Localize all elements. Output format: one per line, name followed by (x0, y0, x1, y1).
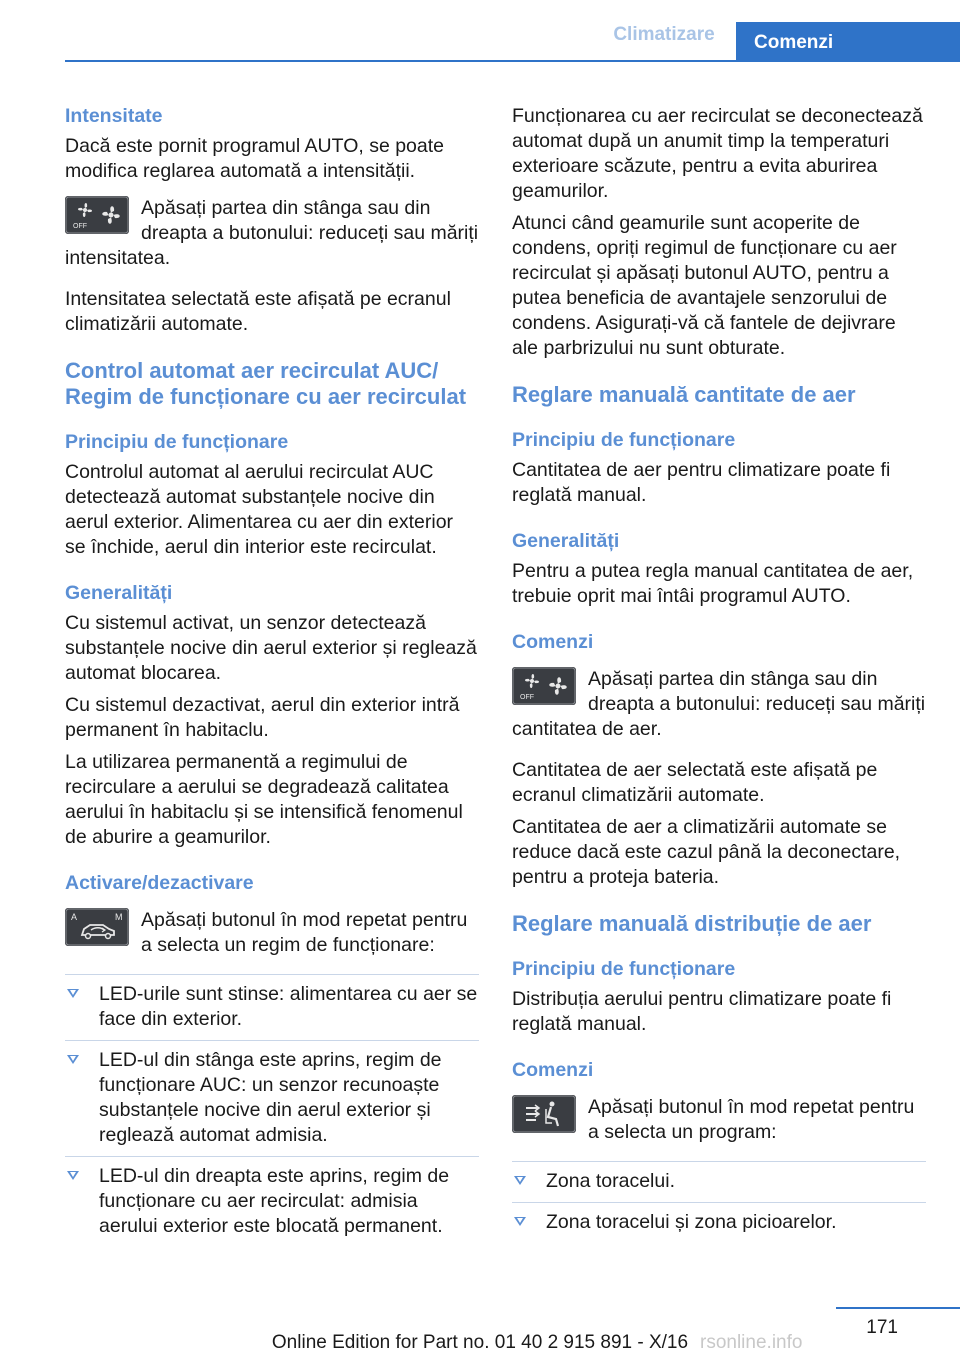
generalitati-paragraph-1: Cu sistemul activat, un senzor detectează substanțele nocive din aerul exterior și reglează automat blocarea. (65, 612, 477, 684)
cant-paragraph-2: Cantitatea de aer a climatizării automate se reduce dacă este cazul până la deconectare, pentru a proteja bateria. (512, 816, 901, 888)
triangle-bullet-icon (514, 1176, 526, 1185)
fan-button-icon (512, 667, 576, 705)
car-recirculation-icon (65, 908, 129, 946)
generalitati-paragraph-2: Cu sistemul dezactivat, aerul din exterior intră permanent în habitaclu. (65, 694, 460, 741)
fan-button-icon (65, 196, 129, 234)
generalitati-title: Generalități (65, 582, 173, 604)
header-tab (736, 22, 960, 62)
list-item: Zona toracelui. (512, 1161, 926, 1202)
header-section-label: Climatizare (613, 24, 715, 45)
auc-m-label: M (115, 912, 123, 922)
watermark: rsonline.info (700, 1332, 803, 1353)
activare-title: Activare/dezactivare (65, 872, 254, 894)
list-item: LED-ul din dreapta este aprins, regim de funcționare cu aer recirculat: admisia aerului exterior este blocată permanent. (65, 1156, 479, 1247)
footer-rule (836, 1307, 960, 1309)
activare-icon-paragraph (65, 908, 479, 958)
left-column (65, 104, 479, 1247)
dist-list (512, 1161, 926, 1243)
cant-icon-paragraph (512, 667, 926, 742)
header-tab-label: Comenzi (754, 32, 834, 53)
cant-icon-text: Apăsați partea din stânga sau din dreapta a butonului: reduceți sau măriți cantitatea de aer. (512, 668, 926, 740)
auc-heading: Control automat aer recirculat AUC/ Regim de funcționare cu aer recirculat (65, 358, 467, 409)
triangle-bullet-icon (514, 1217, 526, 1226)
dist-icon-paragraph (512, 1095, 926, 1145)
dist-icon-text: Apăsați butonul în mod repetat pentru a selecta un program: (588, 1096, 915, 1143)
principiu-paragraph: Controlul automat al aerului recirculat AUC detectează automat substanțele nocive din aerul exterior. Alimentarea cu aer din exterior se închide, aerul din interior este recirculat. (65, 461, 454, 558)
list-item: LED-ul din stânga este aprins, regim de funcționare AUC: un senzor recunoaște substanțele nocive din aerul exterior și reglează automat admisia. (65, 1040, 479, 1156)
page-number: 171 (866, 1317, 898, 1338)
activare-icon-text: Apăsați butonul în mod repetat pentru a selecta un regim de funcționare: (141, 909, 468, 956)
principiu-title: Principiu de funcționare (65, 431, 289, 453)
intensitate-paragraph-2: Intensitatea selectată este afișată pe ecranul climatizării automate. (65, 288, 451, 335)
cant-paragraph-1: Cantitatea de aer selectată este afișată pe ecranul climatizării automate. (512, 759, 878, 806)
fan-off-label: OFF (520, 694, 534, 701)
cant-principiu-title: Principiu de funcționare (512, 429, 736, 451)
edition-line: Online Edition for Part no. 01 40 2 915 891 - X/16 (271, 1332, 689, 1353)
dist-principiu-title: Principiu de funcționare (512, 958, 736, 980)
cant-comenzi-title: Comenzi (512, 631, 594, 653)
generalitati-paragraph-3: La utilizarea permanentă a regimului de recirculare a aerului se degradează calitatea aerului în habitaclu și se intensifică fenomenul de aburire a geamurilor. (65, 751, 463, 848)
list-item: LED-urile sunt stinse: alimentarea cu aer se face din exterior. (65, 974, 479, 1040)
right-paragraph-1: Funcționarea cu aer recirculat se deconectează automat după un anumit timp la temperaturi exterioare scăzute, pentru a evita aburirea geamurilor. (512, 105, 923, 202)
dist-principiu-paragraph: Distribuția aerului pentru climatizare poate fi reglată manual. (512, 988, 892, 1035)
cantitate-heading: Reglare manuală cantitate de aer (512, 382, 856, 407)
cant-general-paragraph: Pentru a putea regla manual cantitatea de aer, trebuie oprit mai întâi programul AUTO. (512, 560, 914, 607)
triangle-bullet-icon (67, 1171, 79, 1180)
intensitate-icon-text: Apăsați partea din stânga sau din dreapta a butonului: reduceți sau măriți intensitatea. (65, 197, 479, 269)
header-rule (65, 60, 960, 62)
air-distribution-icon (512, 1095, 576, 1133)
cant-principiu-paragraph: Cantitatea de aer pentru climatizare poate fi reglată manual. (512, 459, 891, 506)
intensitate-icon-paragraph (65, 196, 479, 271)
page-header (0, 0, 960, 62)
right-column (512, 104, 926, 1243)
fan-off-label: OFF (73, 223, 87, 230)
activare-list (65, 974, 479, 1247)
auc-a-label: A (71, 912, 78, 922)
triangle-bullet-icon (67, 989, 79, 998)
intensitate-paragraph-1: Dacă este pornit programul AUTO, se poate modifica reglarea automată a intensității. (65, 135, 445, 182)
triangle-bullet-icon (67, 1055, 79, 1064)
list-item: Zona toracelui și zona picioarelor. (512, 1202, 926, 1243)
intensitate-title: Intensitate (65, 105, 163, 127)
right-paragraph-2: Atunci când geamurile sunt acoperite de condens, opriți regimul de funcționare cu aer recirculat și apăsați butonul AUTO, pentru a putea beneficia de avantajele senzorului de condens. Asigurați-vă că fantele de dejivrare ale parbrizului nu sunt obturate. (512, 212, 897, 359)
distributie-heading: Reglare manuală distribuție de aer (512, 911, 872, 936)
dist-comenzi-title: Comenzi (512, 1059, 594, 1081)
cant-general-title: Generalități (512, 530, 620, 552)
